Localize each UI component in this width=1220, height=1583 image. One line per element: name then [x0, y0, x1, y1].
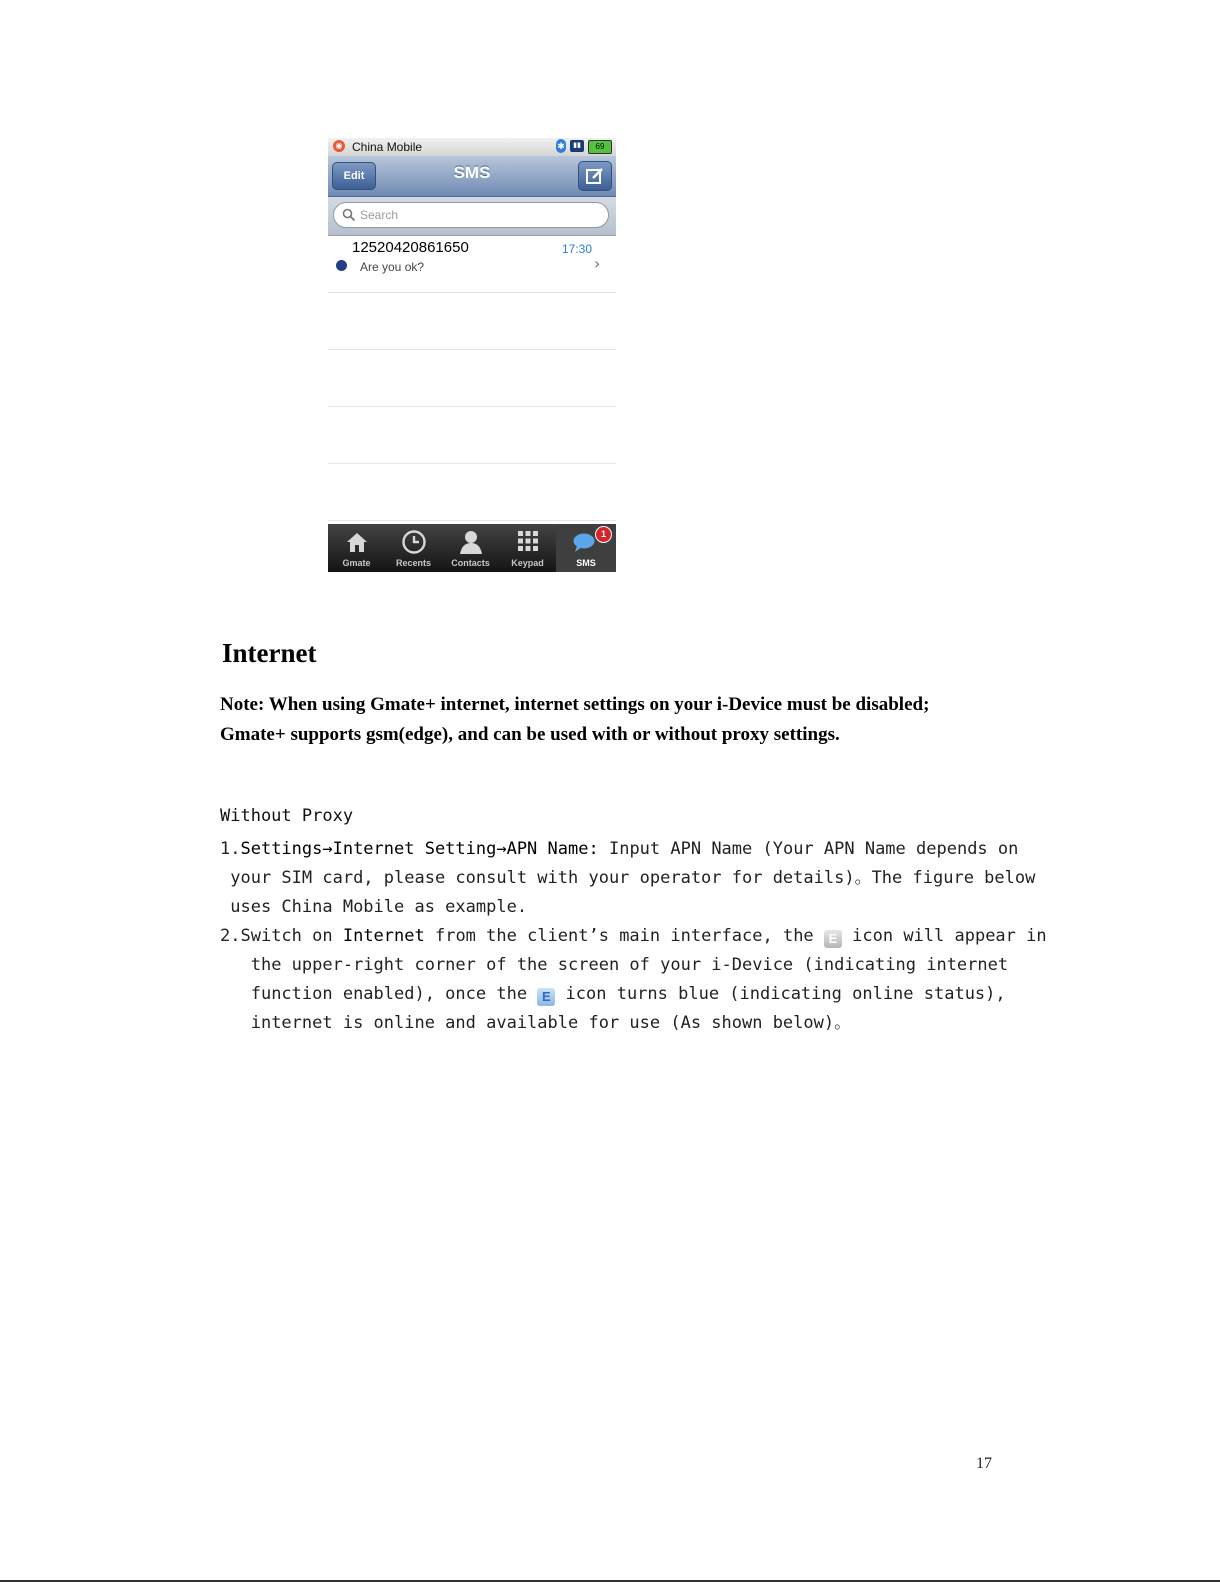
search-icon: [342, 208, 356, 222]
search-field[interactable]: [333, 202, 609, 228]
empty-list-row: [328, 293, 616, 350]
home-icon: [344, 529, 370, 555]
section-title: Internet: [222, 638, 317, 668]
step-text: Switch on: [240, 926, 343, 946]
message-preview: Are you ok?: [360, 260, 425, 274]
step-text: internet is online and available for use (As shown below)。: [250, 1013, 852, 1033]
tab-label: Keypad: [511, 558, 544, 568]
tab-contacts[interactable]: [442, 524, 499, 572]
step-text: Input APN Name (Your APN Name depends on: [608, 839, 1019, 859]
nav-bar: [328, 156, 616, 197]
tab-recents[interactable]: [385, 524, 442, 572]
without-proxy-heading: Without Proxy: [220, 806, 354, 826]
empty-list-row: [328, 407, 616, 464]
unread-dot-icon: [336, 260, 347, 271]
empty-list-row: [328, 464, 616, 521]
step-2: [220, 922, 1047, 1038]
tab-label: Gmate: [342, 558, 371, 568]
empty-list-row: [328, 350, 616, 407]
clock-icon: [401, 529, 427, 555]
gmate-status-icon: ◉: [333, 140, 345, 152]
message-sender: 12520420861650: [352, 239, 469, 256]
tab-label: Contacts: [451, 558, 490, 568]
step-number: 2.: [220, 926, 241, 946]
step-text: the upper-right corner of the screen of your i-Device (indicating internet: [250, 955, 1009, 975]
tab-sms[interactable]: [556, 524, 616, 572]
search-bar: [328, 197, 616, 236]
edit-button[interactable]: Edit: [332, 162, 376, 190]
tab-bar: [328, 524, 616, 572]
chevron-right-icon: ›: [594, 254, 601, 273]
edge-blue-icon: E: [537, 988, 555, 1006]
phone-screenshot: [328, 138, 616, 572]
step-text: icon will appear in: [841, 926, 1047, 946]
compose-icon: [585, 166, 605, 186]
status-bar: [328, 138, 616, 156]
bluetooth-icon: ✱: [557, 141, 565, 151]
tab-label: Recents: [395, 558, 431, 568]
step-text: your SIM card, please consult with your operator for details)。The figure below: [230, 868, 1036, 888]
internet-keyword: Internet: [342, 926, 425, 946]
message-row[interactable]: [328, 235, 616, 293]
step-number: 1.: [220, 839, 241, 859]
message-time: 17:30: [562, 242, 593, 256]
step-text: icon turns blue (indicating online status),: [555, 984, 1006, 1004]
person-icon: [458, 529, 484, 555]
settings-path: Settings→Internet Setting→APN Name:: [240, 839, 599, 859]
search-input[interactable]: [360, 206, 590, 224]
note-paragraph: [220, 690, 1020, 750]
nav-title: SMS: [453, 163, 491, 182]
step-1: [220, 835, 1036, 922]
battery-indicator: 69: [588, 140, 612, 154]
step-text: function enabled), once the: [250, 984, 538, 1004]
unread-badge: 1: [595, 526, 612, 543]
compose-button[interactable]: [578, 161, 612, 191]
signal-icon: ▮▮: [570, 140, 584, 152]
note-line: Gmate+ supports gsm(edge), and can be used with or without proxy settings.: [220, 724, 840, 745]
tab-label: SMS: [576, 558, 596, 568]
note-line: Note: When using Gmate+ internet, internet settings on your i-Device must be disabled;: [220, 694, 930, 715]
keypad-icon: [515, 529, 541, 555]
carrier-name: China Mobile: [352, 140, 423, 154]
tab-keypad[interactable]: [499, 524, 556, 572]
step-text: uses China Mobile as example.: [230, 897, 528, 917]
edge-gray-icon: E: [824, 930, 842, 948]
tab-gmate[interactable]: [328, 524, 385, 572]
page-number: 17: [976, 1455, 992, 1472]
step-text: from the client’s main interface, the: [424, 926, 824, 946]
page-bottom-rule: [0, 1580, 1220, 1582]
